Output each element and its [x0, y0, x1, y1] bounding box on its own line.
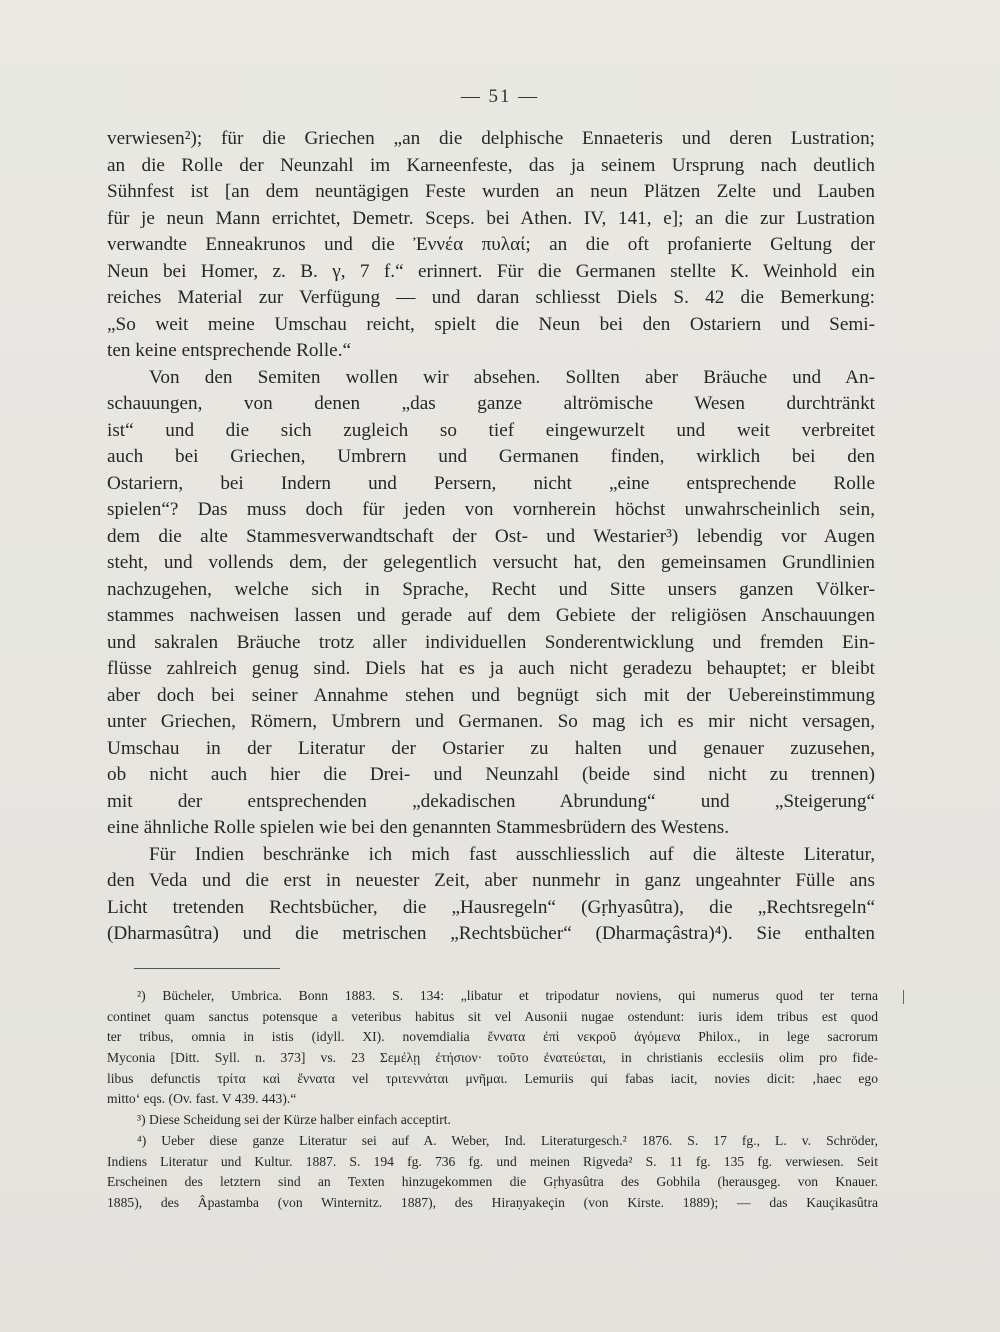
text-line: Licht tretenden Rechtsbücher, die „Hausregeln“ (Gṛhyasûtra), die „Rechtsregeln“	[107, 896, 875, 918]
margin-pencil-mark	[903, 990, 904, 1004]
text-line: spielen“? Das muss doch für jeden von vornherein höchst unwahrscheinlich sein,	[107, 499, 875, 520]
text-line: (Dharmasûtra) und die metrischen „Rechtsbücher“ (Dharmaçâstra)⁴). Sie enthalten	[107, 923, 875, 944]
page-number: — 51 —	[460, 86, 540, 107]
text-line: verwiesen²); für die Griechen „an die delphische Ennaeteris und deren Lustration;	[107, 128, 875, 149]
text-line: unter Griechen, Römern, Umbrern und Germanen. So mag ich es mir nicht versagen,	[107, 711, 875, 732]
text-line: ten keine entsprechende Rolle.“	[107, 340, 352, 361]
text-line: reiches Material zur Verfügung — und daran schliesst Diels S. 42 die Bemerkung:	[107, 287, 875, 308]
text-line: an die Rolle der Neunzahl im Karneenfeste, das ja seinem Ursprung nach deutlich	[107, 154, 875, 176]
footnotes	[107, 986, 878, 1214]
footnote-line: Erscheinen des letztern sind an Texten hinzugekommen die Gṛhyasûtra des Gobhila (herausgeg. von Knauer.	[107, 1174, 878, 1190]
text-line: nachzugehen, welche sich in Sprache, Recht und Sitte unsers ganzen Völker-	[107, 578, 875, 600]
text-line: schauungen, von denen „das ganze altrömische Wesen durchtränkt	[107, 393, 875, 414]
text-line: auch bei Griechen, Umbrern und Germanen finden, wirklich bei den	[107, 446, 875, 467]
text-line: Umschau in der Literatur der Ostarier zu halten und genauer zuzusehen,	[107, 737, 875, 759]
text-line: den Veda und die erst in neuester Zeit, aber nunmehr in ganz ungeahnter Fülle ans	[107, 870, 875, 891]
footnote-line: Myconia [Ditt. Syll. n. 373] vs. 23 Σεμέλῃ ἐτήσιον· τοῦτο ἐνατεύεται, in christianis ecclesiis olim pro fide-	[107, 1050, 878, 1066]
text-line: Ostariern, bei Indern und Persern, nicht „eine entsprechende Rolle	[107, 472, 875, 494]
text-line: eine ähnliche Rolle spielen wie bei den genannten Stammesbrüdern des Westens.	[107, 817, 730, 838]
text-line: aber doch bei seiner Annahme stehen und begnügt sich mit der Uebereinstimmung	[107, 684, 875, 706]
text-line: dem die alte Stammesverwandtschaft der Ost- und Westarier³) lebendig vor Augen	[107, 525, 875, 547]
text-line: steht, und vollends dem, der gelegentlich versucht hat, den gemeinsamen Grundlinien	[107, 552, 875, 573]
text-line: ist“ und die sich zugleich so tief eingewurzelt und weit verbreitet	[107, 419, 875, 441]
footnote-line: Indiens Literatur und Kultur. 1887. S. 194 fg. 736 fg. und meinen Rigveda² S. 11 fg. 135 fg. verwiesen. Seit	[107, 1153, 878, 1169]
footnote-line: mitto‘ eqs. (Ov. fast. V 439. 443).“	[107, 1091, 297, 1107]
footnote-line: ²) Bücheler, Umbrica. Bonn 1883. S. 134: „libatur et tripodatur noviens, qui numerus quod ter terna	[137, 988, 878, 1003]
footnote-line: 1885), des Âpastamba (von Winternitz. 1887), des Hiraṇyakeçin (von Kirste. 1889); — das Kauçikasûtra	[107, 1194, 878, 1210]
text-line: Für Indien beschränke ich mich fast ausschliesslich auf die älteste Literatur,	[149, 843, 875, 865]
text-line: für je neun Mann errichtet, Demetr. Sceps. bei Athen. IV, 141, e]; an die zur Lustration	[107, 207, 875, 229]
text-line: „So weit meine Umschau reicht, spielt die Neun bei den Ostariern und Semi-	[107, 313, 875, 335]
text-line: Sühnfest ist [an dem neuntägigen Feste wurden an neun Plätzen Zelte und Lauben	[107, 181, 875, 202]
text-line: Von den Semiten wollen wir absehen. Sollten aber Bräuche und An-	[149, 366, 875, 388]
text-line: und sakralen Bräuche trotz aller individuellen Sonderentwicklung und fremden Ein-	[107, 631, 875, 653]
footnote-line: ter tribus, omnia in istis (idyll. XI). novemdialia ἔννατα ἐπὶ νεκροῦ ἀγόμενα Philox., in lege sacrorum	[107, 1029, 878, 1045]
footnote-line: ⁴) Ueber diese ganze Literatur sei auf A. Weber, Ind. Literaturgesch.² 1876. S. 17 fg., L. v. Schröder,	[137, 1132, 878, 1148]
footnote-line: libus defunctis τρίτα καὶ ἔννατα vel τριτεννάται μνῆμαι. Lemuriis qui fabas iacit, novies dicit: ‚haec ego	[107, 1070, 878, 1086]
footnote-divider	[134, 968, 280, 969]
main-text	[107, 126, 875, 948]
text-line: ob nicht auch hier die Drei- und Neunzahl (beide sind nicht zu trennen)	[107, 764, 875, 785]
footnote-line: continet quam sanctus potensque a veteribus habitus sit vel Ausonii nugae ostendunt: iuris idem tribus est quod	[107, 1008, 878, 1024]
text-line: stammes nachweisen lassen und gerade auf dem Gebiete der religiösen Anschauungen	[107, 605, 875, 626]
text-line: verwandte Enneakrunos und die Ἐννέα πυλαί; an die oft profanierte Geltung der	[107, 234, 875, 255]
text-line: mit der entsprechenden „dekadischen Abrundung“ und „Steigerung“	[107, 790, 875, 812]
text-line: Neun bei Homer, z. B. γ, 7 f.“ erinnert. Für die Germanen stellte K. Weinhold ein	[107, 260, 875, 282]
footnote-line: ³) Diese Scheidung sei der Kürze halber einfach acceptirt.	[137, 1112, 451, 1128]
text-line: flüsse zahlreich genug sind. Diels hat es ja auch nicht geradezu behauptet; er bleibt	[107, 658, 875, 679]
